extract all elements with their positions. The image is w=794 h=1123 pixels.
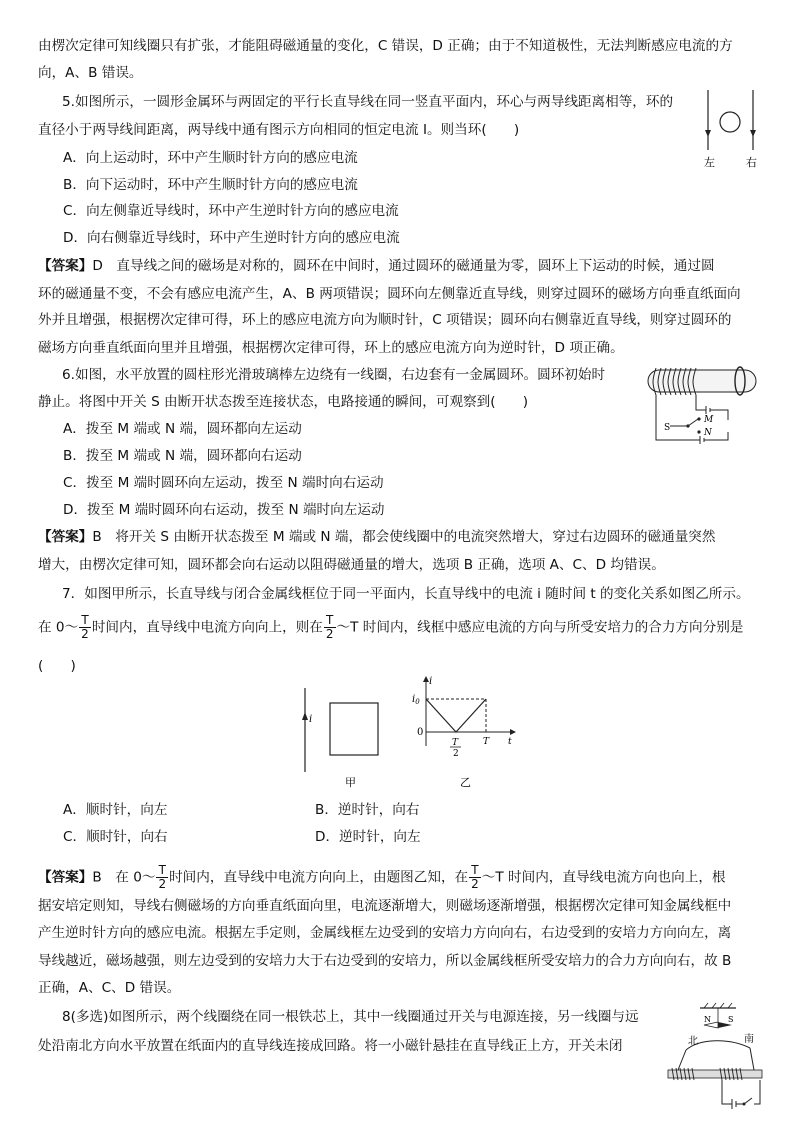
needle-label-n: N xyxy=(704,1015,711,1024)
q7-figure-jia xyxy=(295,680,400,792)
label-i0 xyxy=(412,694,420,706)
q5-stem-line-2: 直径小于两导线间距离，两导线中通有图示方向相同的恒定电流 I。则当环( ) xyxy=(38,122,520,138)
frac-den: 2 xyxy=(81,627,89,641)
wire-current-arrow xyxy=(302,712,308,720)
q7-answer-part-b: 时间内，直导线中电流方向向上，由题图乙知，在 xyxy=(169,869,469,886)
tick-t2-den: 2 xyxy=(453,749,459,759)
left-wire-arrow xyxy=(705,130,711,137)
frac-num: T xyxy=(156,864,168,878)
q7-option-d: D．逆时针，向左 xyxy=(315,829,421,845)
q6-option-b: B．拨至 M 端或 N 端，圆环都向右运动 xyxy=(63,448,302,464)
q7-answer-line-2: 据安培定则知，导线右侧磁场的方向垂直纸面向里，电流逐渐增大，则磁场逐渐增强，根据楞次定律可知金属线框中 xyxy=(38,898,732,914)
label-zero: 0 xyxy=(417,727,424,738)
label-right: 右 xyxy=(746,156,757,169)
switch-label-s: S xyxy=(664,423,671,433)
frac-den: 2 xyxy=(325,627,334,641)
fraction-t-over-2 xyxy=(79,614,91,641)
q6-option-d: D．拨至 M 端时圆环向右运动，拨至 N 端时向左运动 xyxy=(63,502,385,518)
q4-answer-line-2: 向，A、B 错误。 xyxy=(38,65,143,81)
tick-t2-num: T xyxy=(452,738,459,748)
q6-option-c: C．拨至 M 端时圆环向左运动，拨至 N 端时向右运动 xyxy=(63,475,384,491)
q5-answer-line-1 xyxy=(38,256,715,276)
axis-label-t: t xyxy=(508,737,512,747)
q8-stem-line-2: 处沿南北方向水平放置在纸面内的直导线连接成回路。将一小磁针悬挂在直导线正上方，开关未闭 xyxy=(38,1038,623,1054)
tick-t: T xyxy=(483,737,490,747)
label-south: 南 xyxy=(744,1034,754,1045)
q7-figure-yi-graph xyxy=(408,674,518,792)
q6-figure-coil-ring xyxy=(640,362,762,450)
fraction-t-over-2 xyxy=(324,614,336,641)
q5-option-c: C．向左侧靠近导线时，环中产生逆时针方向的感应电流 xyxy=(63,203,399,219)
q7-stem-line-2 xyxy=(38,614,743,641)
q7-stem-line-1: 7．如图甲所示，长直导线与闭合金属线框位于同一平面内，长直导线中的电流 i 随时间 t 的变化关系如图乙所示。 xyxy=(62,586,750,602)
fraction-t-over-2 xyxy=(156,864,168,891)
switch-blade xyxy=(744,1098,752,1104)
axis-label-i: i xyxy=(429,676,433,687)
q5-answer-line-4: 磁场方向垂直纸面向里并且增强，根据楞次定律可得，环上的感应电流方向为逆时针，D 项正确。 xyxy=(38,340,624,356)
q7-stem-part-c: ～T 时间内，线框中感应电流的方向与所受安培力的合力方向分别是 xyxy=(336,619,744,636)
ceiling-hatch xyxy=(704,1003,732,1008)
frac-num: T xyxy=(324,614,336,628)
q8-stem-line-1: 8(多选)如图所示，两个线圈绕在同一根铁芯上，其中一线圈通过开关与电源连接，另一线圈与远 xyxy=(62,1009,639,1025)
frac-den: 2 xyxy=(471,877,479,891)
frac-den: 2 xyxy=(158,877,167,891)
answer-tag: 【答案】 xyxy=(38,869,93,886)
q6-answer-text: B 将开关 S 由断开状态拨至 M 端或 N 端，都会使线圈中的电流突然增大，穿过右边圆环的磁通量突然 xyxy=(92,529,716,545)
label-current-i: i xyxy=(309,714,313,725)
q7-option-b: B．逆时针，向右 xyxy=(315,802,420,818)
fraction-t-over-2 xyxy=(469,864,481,891)
q7-answer-line-5: 正确，A、C、D 错误。 xyxy=(38,980,181,996)
q7-answer-line-3: 产生逆时针方向的感应电流。根据左手定则，金属线框左边受到的安培力方向向右，右边受到的安培力方向向左，离 xyxy=(38,925,732,941)
q7-stem-part-b: 时间内，直导线中电流方向向上，则在 xyxy=(91,619,323,636)
needle-label-s: S xyxy=(728,1015,734,1024)
q5-answer-line-2: 环的磁通量不变，不会有感应电流产生，A、B 两项错误；圆环向左侧靠近直导线，则穿过圆环的磁场方向垂直纸面向 xyxy=(38,286,741,302)
q7-stem-line-3: ( ) xyxy=(38,658,76,674)
caption-yi: 乙 xyxy=(460,776,471,789)
q6-stem-line-2: 静止。将图中开关 S 由断开状态拨至连接状态，电路接通的瞬间，可观察到( ) xyxy=(38,394,529,410)
q7-stem-part-a: 在 0～ xyxy=(38,619,79,636)
q5-stem-line-1: 5.如图所示，一圆形金属环与两固定的平行长直导线在同一竖直平面内，环心与两导线距离相等，环的 xyxy=(62,94,674,110)
terminal-label-n: N xyxy=(704,428,712,438)
frac-num: T xyxy=(469,864,481,878)
label-left: 左 xyxy=(704,156,715,169)
q6-answer-line-1 xyxy=(38,527,716,547)
q7-answer-line-1 xyxy=(38,864,726,891)
q7-answer-part-c: ～T 时间内，直导线电流方向也向上，根 xyxy=(481,869,726,886)
current-curve xyxy=(426,699,486,732)
iron-core xyxy=(668,1070,762,1078)
q7-answer-line-4: 导线越近，磁场越强，则左边受到的安培力大于右边受到的安培力，所以金属线框所受安培力的合力方向向右，故 B xyxy=(38,953,732,969)
i0-sub: 0 xyxy=(415,698,420,706)
q5-answer-text: D 直导线之间的磁场是对称的，圆环在中间时，通过圆环的磁通量为零，圆环上下运动的时候，通过圆 xyxy=(92,258,715,274)
terminal-label-m: M xyxy=(704,415,714,425)
i0-main: i xyxy=(412,694,416,705)
caption-jia: 甲 xyxy=(345,776,356,789)
q8-figure-coils-compass xyxy=(660,1000,770,1118)
q7-option-c: C．顺时针，向右 xyxy=(63,829,168,845)
q5-answer-line-3: 外并且增强，根据楞次定律可得，环上的感应电流方向为顺时针，C 项错误；圆环向右侧靠近直导线，则穿过圆环的 xyxy=(38,312,732,328)
q6-answer-line-2: 增大，由楞次定律可知，圆环都会向右运动以阻碍磁通量的增大，选项 B 正确，选项 A、C、D 均错误。 xyxy=(38,557,665,573)
q7-option-a: A．顺时针，向左 xyxy=(63,802,168,818)
q5-option-d: D．向右侧靠近导线时，环中产生逆时针方向的感应电流 xyxy=(63,230,400,246)
answer-tag: 【答案】 xyxy=(38,258,93,274)
metal-ring xyxy=(720,112,740,132)
q5-option-b: B．向下运动时，环中产生顺时针方向的感应电流 xyxy=(63,177,358,193)
q5-option-a: A．向上运动时，环中产生顺时针方向的感应电流 xyxy=(63,150,358,166)
label-north: 北 xyxy=(688,1036,698,1047)
q6-stem-line-1: 6.如图，水平放置的圆柱形光滑玻璃棒左边绕有一线圈，右边套有一金属圆环。圆环初始时 xyxy=(62,367,606,383)
circuit xyxy=(656,395,728,444)
t-axis-arrow xyxy=(510,729,516,735)
frac-num: T xyxy=(79,614,91,628)
q4-answer-line-1: 由楞次定律可知线圈只有扩张，才能阻碍磁通量的变化，C 错误，D 正确；由于不知道极性，无法判断感应电流的方 xyxy=(38,38,733,54)
right-wire-arrow xyxy=(750,130,756,137)
q5-figure-wires-ring xyxy=(698,86,764,170)
metal-frame xyxy=(330,703,378,755)
answer-tag: 【答案】 xyxy=(38,529,93,545)
q6-option-a: A．拨至 M 端或 N 端，圆环都向左运动 xyxy=(63,421,302,437)
q7-answer-part-a: B 在 0～ xyxy=(92,869,156,886)
